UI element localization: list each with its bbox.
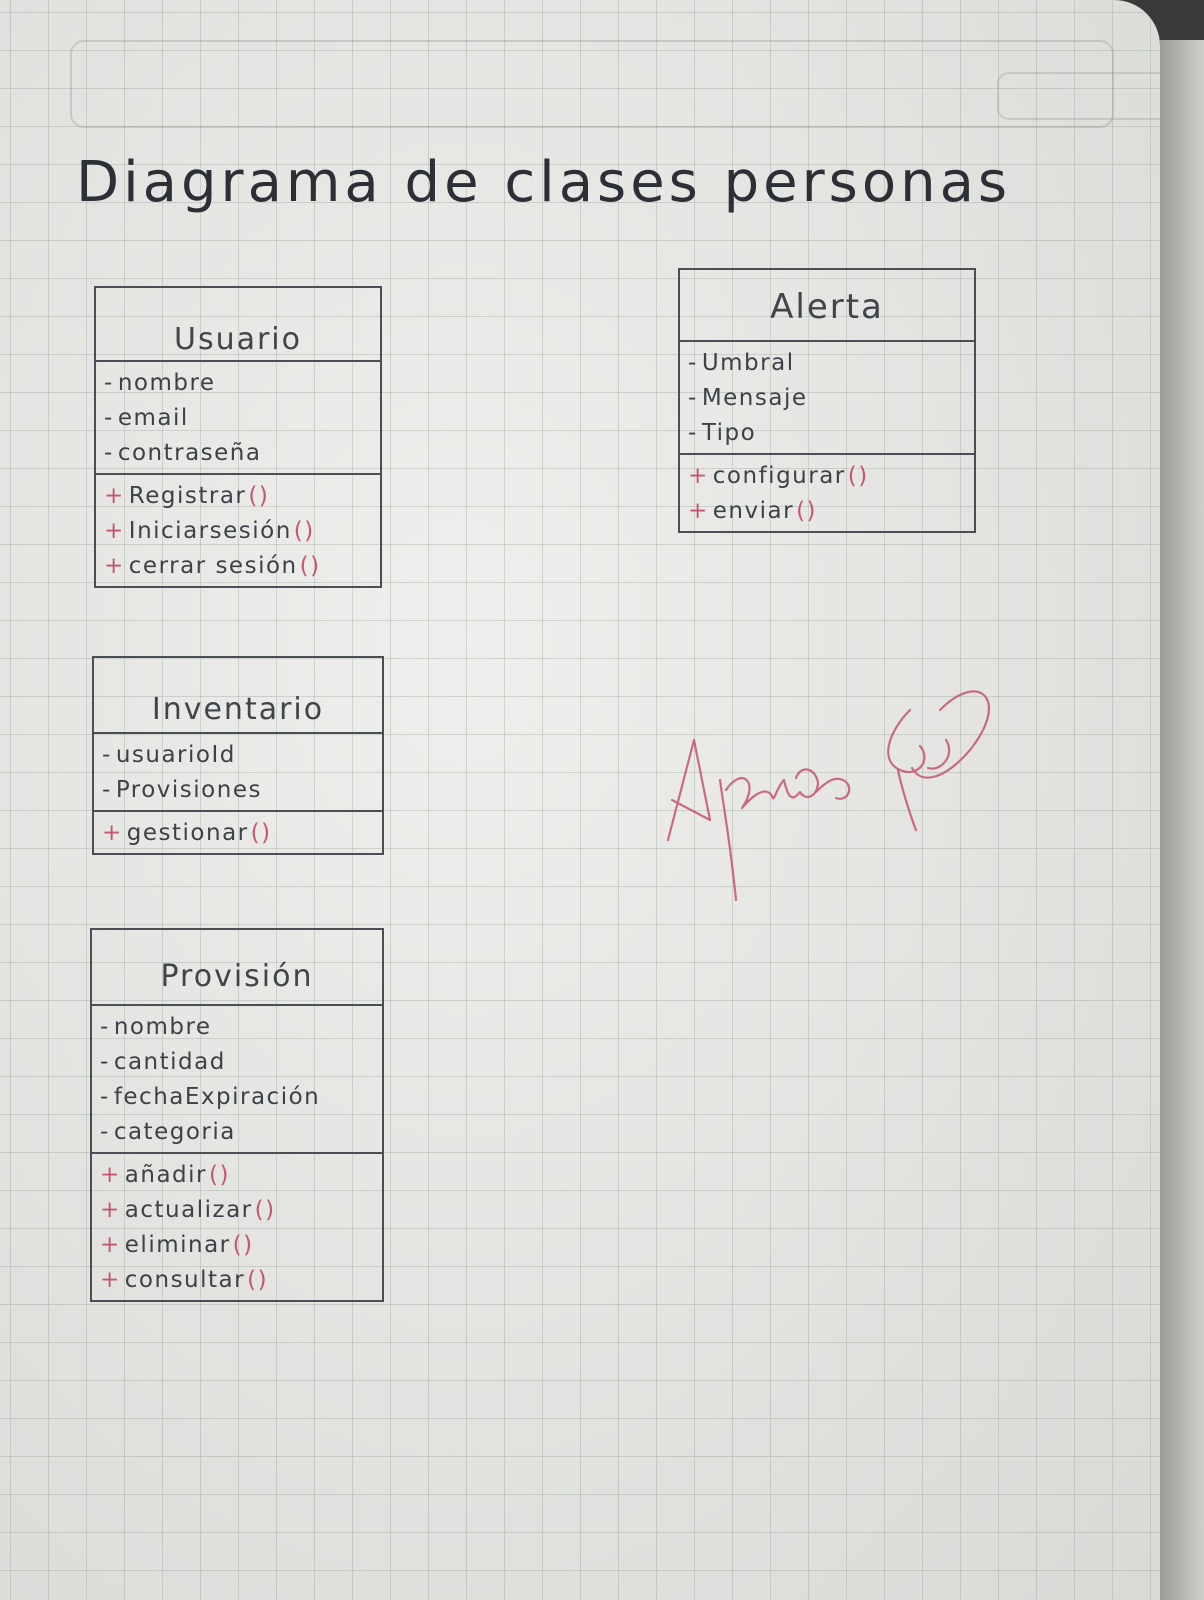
method: + enviar()	[688, 498, 818, 524]
attribute: - fechaExpiración	[100, 1084, 321, 1110]
class-usuario	[94, 286, 382, 588]
attribute: - Provisiones	[102, 777, 262, 803]
attribute: - Tipo	[688, 420, 757, 446]
class-alerta	[678, 268, 976, 533]
class-attributes	[92, 1006, 382, 1154]
attribute: - categoria	[100, 1119, 236, 1145]
attribute: - email	[104, 405, 189, 431]
attribute: - Umbral	[688, 350, 795, 376]
class-attributes	[96, 362, 380, 475]
notebook-edge	[1160, 40, 1204, 1600]
diagram-title: Diagrama de clases personas	[76, 150, 1012, 215]
class-name: Usuario	[96, 288, 380, 362]
method: + cerrar sesión()	[104, 553, 321, 579]
class-attributes	[94, 734, 382, 812]
class-name: Alerta	[680, 270, 974, 342]
class-methods	[96, 475, 380, 586]
attribute: - contraseña	[104, 440, 262, 466]
method: + Registrar()	[104, 483, 270, 509]
method: + eliminar()	[100, 1232, 254, 1258]
class-methods	[94, 812, 382, 853]
header-date-box	[997, 72, 1181, 120]
attribute: - Mensaje	[688, 385, 808, 411]
method: + consultar()	[100, 1267, 269, 1293]
method: + Iniciarsesión()	[104, 518, 315, 544]
attribute: - cantidad	[100, 1049, 226, 1075]
attribute: - nombre	[100, 1014, 212, 1040]
class-name: Provisión	[92, 930, 382, 1006]
method: + gestionar()	[102, 820, 272, 846]
class-attributes	[680, 342, 974, 455]
class-methods	[680, 455, 974, 531]
attribute: - usuarioId	[102, 742, 236, 768]
approval-signature	[650, 670, 1010, 910]
header-band	[70, 40, 1114, 128]
method: + configurar()	[688, 463, 869, 489]
method: + actualizar()	[100, 1197, 276, 1223]
class-provision	[90, 928, 384, 1302]
method: + añadir()	[100, 1162, 230, 1188]
class-name: Inventario	[94, 658, 382, 734]
class-methods	[92, 1154, 382, 1300]
attribute: - nombre	[104, 370, 216, 396]
class-inventario	[92, 656, 384, 855]
